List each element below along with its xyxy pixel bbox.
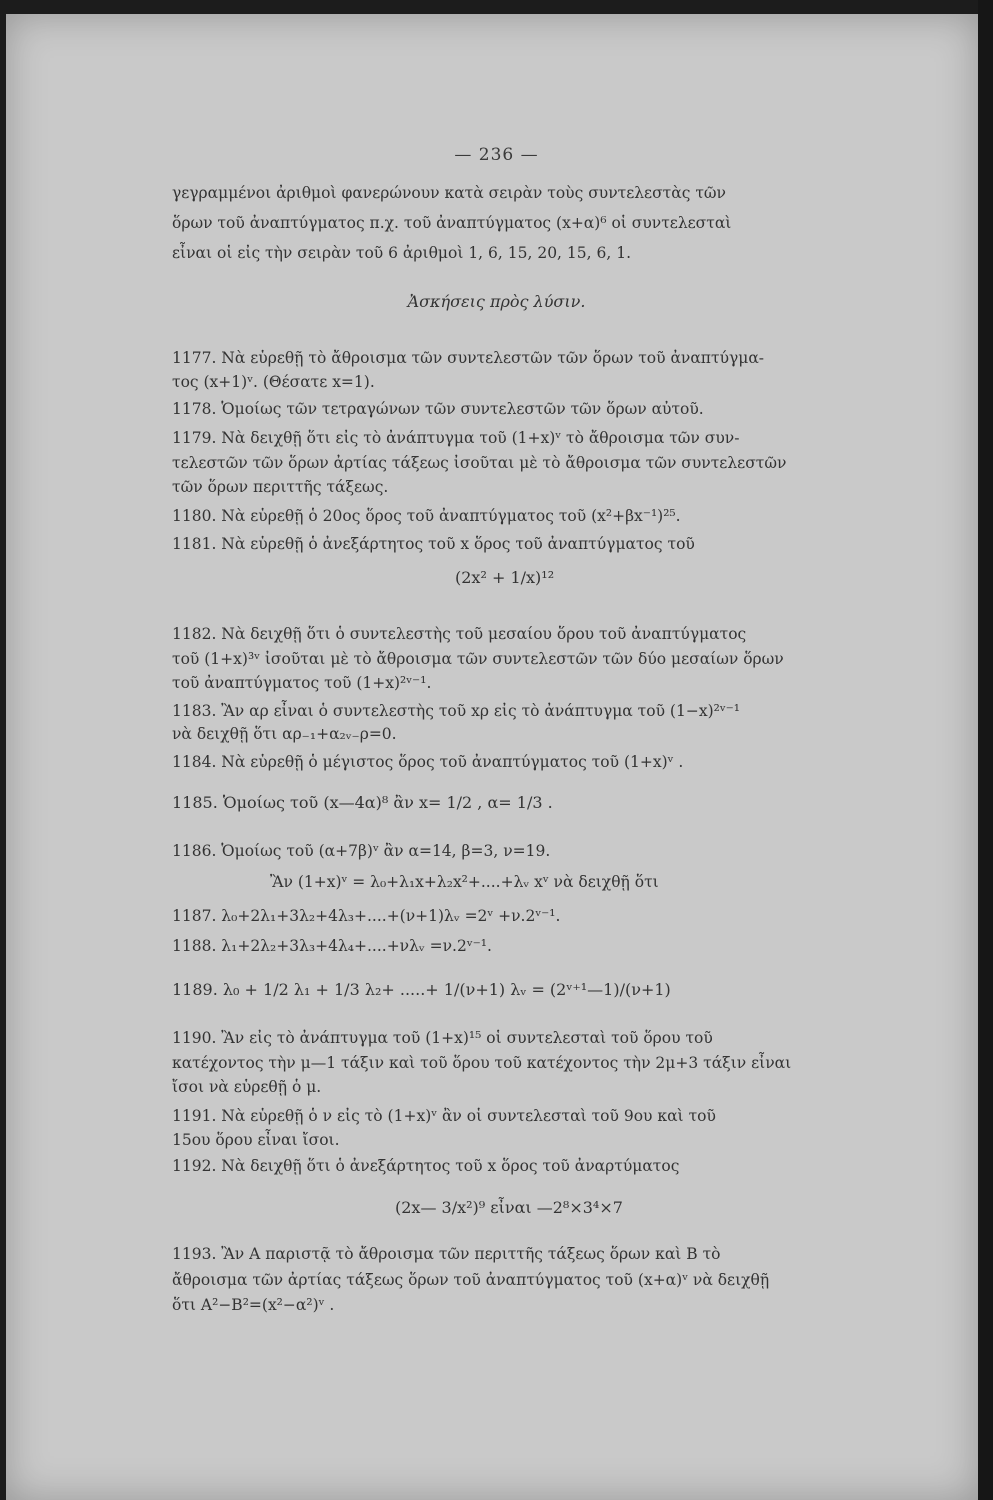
exercise-line: 1191. Νὰ εὑρεθῇ ὁ ν εἰς τὸ (1+x)ᵛ ἂν οἱ συντελεσταὶ τοῦ 9ου καὶ τοῦ [172, 1107, 716, 1125]
exercise-line: 1187. λ₀+2λ₁+3λ₂+4λ₃+....+(ν+1)λᵥ =2ᵛ +ν.2ᵛ⁻¹. [172, 907, 561, 925]
exercise-line: τῶν ὅρων περιττῆς τάξεως. [172, 478, 389, 496]
exercise-line: 1188. λ₁+2λ₂+3λ₃+4λ₄+....+νλᵥ =ν.2ᵛ⁻¹. [172, 937, 492, 955]
exercise-line: 1180. Νὰ εὑρεθῇ ὁ 20ος ὅρος τοῦ ἀναπτύγματος τοῦ (x²+βx⁻¹)²⁵. [172, 507, 681, 525]
exercise-line: 1192. Νὰ δειχθῇ ὅτι ὁ ἀνεξάρτητος τοῦ x ὅρος τοῦ ἀναρτύματος [172, 1157, 680, 1175]
exercise-line: Ἂν (1+x)ᵛ = λ₀+λ₁x+λ₂x²+....+λᵥ xᵛ νὰ δειχθῇ ὅτι [270, 873, 659, 891]
exercise-line: τος (x+1)ᵛ. (Θέσατε x=1). [172, 373, 375, 391]
page-number: — 236 — [454, 145, 539, 165]
formula-1189: 1189. λ₀ + 1/2 λ₁ + 1/3 λ₂+ .....+ 1/(ν+1) λᵥ = (2ᵛ⁺¹—1)/(ν+1) [172, 980, 671, 999]
exercise-line: 1183. Ἂν αρ εἶναι ὁ συντελεστὴς τοῦ xρ εἰς τὸ ἀνάπτυγμα τοῦ (1−x)²ᵛ⁻¹ [172, 702, 740, 720]
exercise-line: κατέχοντος τὴν μ—1 τάξιν καὶ τοῦ ὅρου τοῦ κατέχοντος τὴν 2μ+3 τάξιν εἶναι [172, 1054, 792, 1072]
exercise-line: 1184. Νὰ εὑρεθῇ ὁ μέγιστος ὅρος τοῦ ἀναπτύγματος τοῦ (1+x)ᵛ . [172, 753, 684, 771]
intro-line: εἶναι οἱ εἰς τὴν σειρὰν τοῦ 6 ἀριθμοὶ 1, 6, 15, 20, 15, 6, 1. [172, 244, 631, 262]
exercise-line: 15ου ὅρου εἶναι ἴσοι. [172, 1131, 340, 1149]
exercise-line: 1193. Ἂν Α παριστᾷ τὸ ἄθροισμα τῶν περιττῆς τάξεως ὅρων καὶ Β τὸ [172, 1245, 721, 1263]
exercise-line: ὅτι Α²−Β²=(x²−α²)ᵛ . [172, 1296, 335, 1314]
exercise-line: ἴσοι νὰ εὑρεθῇ ὁ μ. [172, 1078, 322, 1096]
exercise-line: 1190. Ἂν εἰς τὸ ἀνάπτυγμα τοῦ (1+x)¹⁵ οἱ συντελεσταὶ τοῦ ὅρου τοῦ [172, 1029, 713, 1047]
formula-1192: (2x— 3/x²)⁹ εἶναι —2⁸×3⁴×7 [395, 1198, 623, 1217]
exercise-line: νὰ δειχθῇ ὅτι αρ₋₁+α₂ᵥ₋ρ=0. [172, 725, 397, 743]
exercise-line: τελεστῶν τῶν ὅρων ἀρτίας τάξεως ἰσοῦται μὲ τὸ ἄθροισμα τῶν συντελεστῶν [172, 454, 787, 472]
intro-line: γεγραμμένοι ἀριθμοὶ φανερώνουν κατὰ σειρὰν τοὺς συντελεστὰς τῶν [172, 184, 726, 202]
exercise-line: 1181. Νὰ εὑρεθῇ ὁ ἀνεξάρτητος τοῦ x ὅρος τοῦ ἀναπτύγματος τοῦ [172, 535, 695, 553]
formula-1181: (2x² + 1/x)¹² [455, 568, 555, 587]
scan-edge [978, 0, 993, 1500]
exercise-line: ἄθροισμα τῶν ἀρτίας τάξεως ὅρων τοῦ ἀναπτύγματος τοῦ (x+α)ᵛ νὰ δειχθῇ [172, 1271, 770, 1289]
exercise-line: 1186. Ὁμοίως τοῦ (α+7β)ᵛ ἂν α=14, β=3, ν=19. [172, 842, 551, 860]
exercise-line: 1178. Ὁμοίως τῶν τετραγώνων τῶν συντελεστῶν τῶν ὅρων αὐτοῦ. [172, 400, 704, 418]
exercise-line: 1182. Νὰ δειχθῇ ὅτι ὁ συντελεστὴς τοῦ μεσαίου ὅρου τοῦ ἀναπτύγματος [172, 625, 747, 643]
formula-1185: 1185. Ὁμοίως τοῦ (x—4α)⁸ ἂν x= 1/2 , α= 1/3 . [172, 793, 553, 812]
exercise-line: 1177. Νὰ εὑρεθῇ τὸ ἄθροισμα τῶν συντελεστῶν τῶν ὅρων τοῦ ἀναπτύγμα- [172, 349, 765, 367]
section-heading: Ἀσκήσεις πρὸς λύσιν. [407, 292, 586, 311]
exercise-line: τοῦ (1+x)³ᵛ ἰσοῦται μὲ τὸ ἄθροισμα τῶν συντελεστῶν τῶν δύο μεσαίων ὅρων [172, 650, 784, 668]
exercise-line: τοῦ ἀναπτύγματος τοῦ (1+x)²ᵛ⁻¹. [172, 674, 432, 692]
intro-line: ὅρων τοῦ ἀναπτύγματος π.χ. τοῦ ἀναπτύγματος (x+α)⁶ οἱ συντελεσταὶ [172, 214, 732, 232]
exercise-line: 1179. Νὰ δειχθῇ ὅτι εἰς τὸ ἀνάπτυγμα τοῦ (1+x)ᵛ τὸ ἄθροισμα τῶν συν- [172, 429, 740, 447]
